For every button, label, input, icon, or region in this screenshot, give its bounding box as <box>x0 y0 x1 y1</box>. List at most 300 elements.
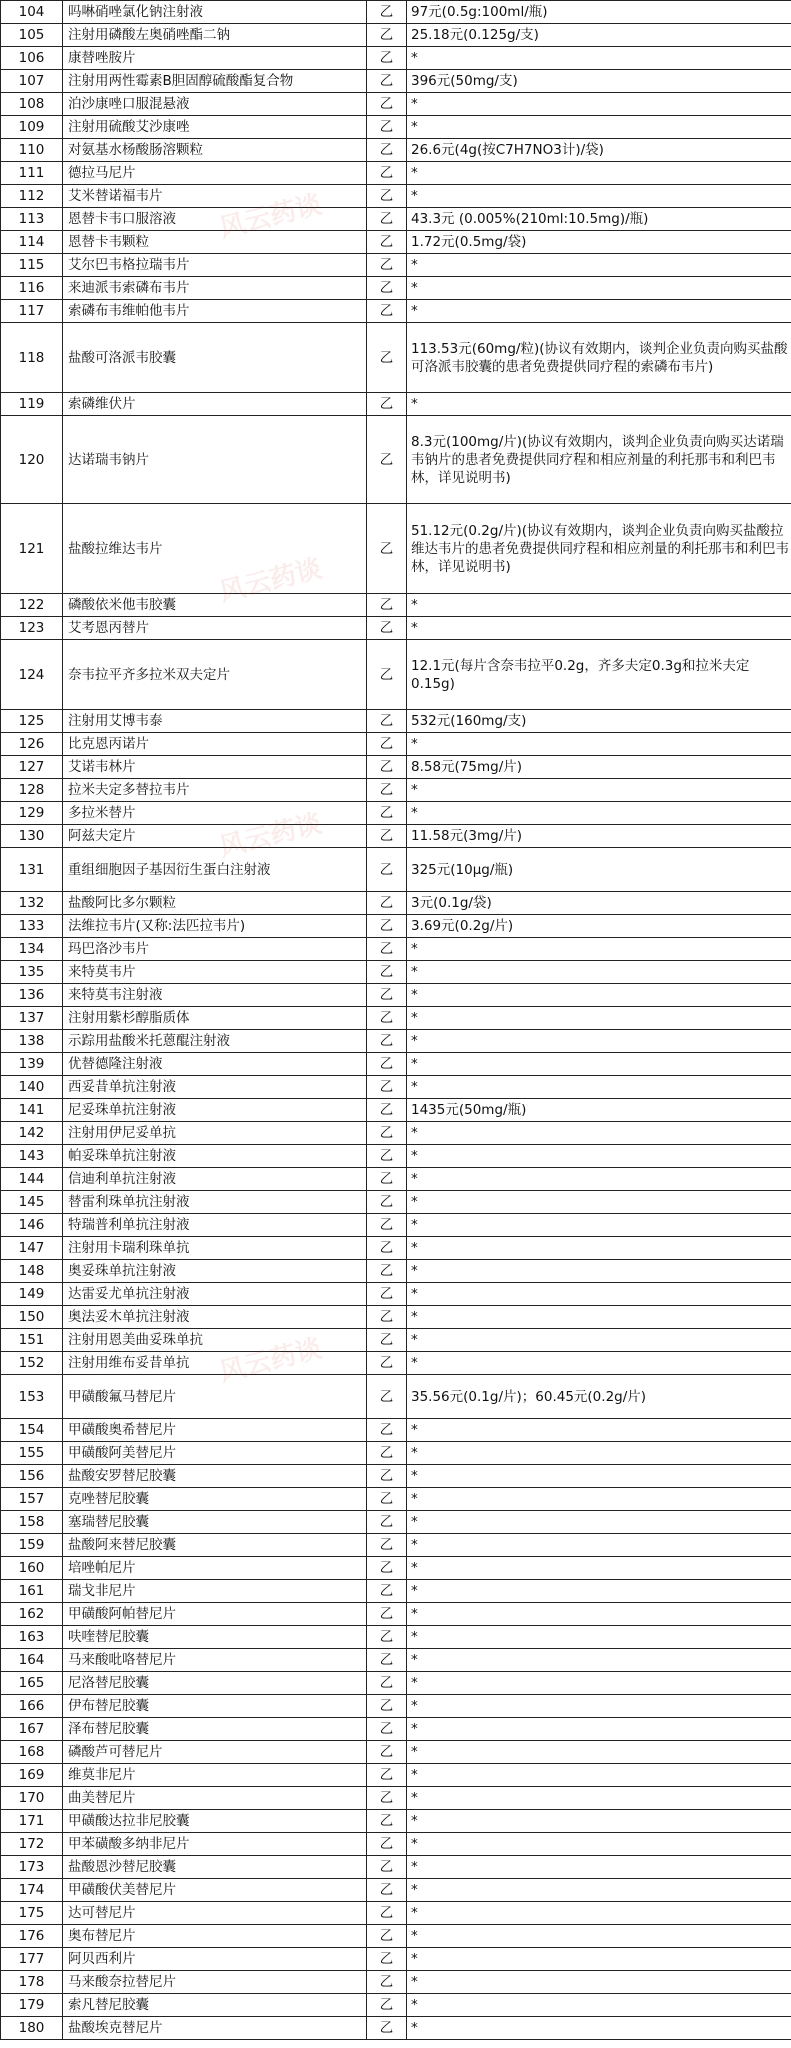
row-number: 124 <box>1 640 63 710</box>
insurance-class: 乙 <box>367 208 407 231</box>
insurance-class: 乙 <box>367 93 407 116</box>
insurance-class: 乙 <box>367 892 407 915</box>
drug-name: 泽布替尼胶囊 <box>63 1718 367 1741</box>
table-row <box>1 1879 791 1902</box>
payment-standard: * <box>407 779 791 802</box>
insurance-class: 乙 <box>367 185 407 208</box>
row-number: 177 <box>1 1948 63 1971</box>
payment-standard: 3元(0.1g/袋) <box>407 892 791 915</box>
drug-name: 甲磺酸伏美替尼片 <box>63 1879 367 1902</box>
payment-standard: 26.6元(4g(按C7H7NO3计)/袋) <box>407 139 791 162</box>
table-row <box>1 1007 791 1030</box>
payment-standard: * <box>407 733 791 756</box>
insurance-class: 乙 <box>367 1603 407 1626</box>
payment-standard: * <box>407 393 791 416</box>
drug-name: 对氨基水杨酸肠溶颗粒 <box>63 139 367 162</box>
row-number: 175 <box>1 1902 63 1925</box>
payment-standard: * <box>407 1718 791 1741</box>
insurance-class: 乙 <box>367 2017 407 2040</box>
insurance-class: 乙 <box>367 1 407 24</box>
insurance-class: 乙 <box>367 825 407 848</box>
drug-name: 磷酸芦可替尼片 <box>63 1741 367 1764</box>
payment-standard: * <box>407 1856 791 1879</box>
row-number: 116 <box>1 277 63 300</box>
drug-name: 甲磺酸阿帕替尼片 <box>63 1603 367 1626</box>
payment-standard: 325元(10μg/瓶) <box>407 848 791 892</box>
row-number: 128 <box>1 779 63 802</box>
table-row <box>1 70 791 93</box>
row-number: 109 <box>1 116 63 139</box>
insurance-class: 乙 <box>367 1306 407 1329</box>
payment-standard: 8.58元(75mg/片) <box>407 756 791 779</box>
table-row <box>1 139 791 162</box>
payment-standard: * <box>407 1557 791 1580</box>
row-number: 132 <box>1 892 63 915</box>
drug-name: 马来酸吡咯替尼片 <box>63 1649 367 1672</box>
watermark: 风云药谈 <box>216 808 325 864</box>
drug-name: 盐酸埃克替尼片 <box>63 2017 367 2040</box>
row-number: 172 <box>1 1833 63 1856</box>
table-row <box>1 1442 791 1465</box>
insurance-class: 乙 <box>367 756 407 779</box>
insurance-class: 乙 <box>367 24 407 47</box>
table-row <box>1 1833 791 1856</box>
row-number: 131 <box>1 848 63 892</box>
insurance-class: 乙 <box>367 1925 407 1948</box>
drug-name: 维莫非尼片 <box>63 1764 367 1787</box>
drug-name: 伊布替尼胶囊 <box>63 1695 367 1718</box>
insurance-class: 乙 <box>367 277 407 300</box>
payment-standard: * <box>407 1214 791 1237</box>
drug-name: 恩替卡韦口服溶液 <box>63 208 367 231</box>
payment-standard: * <box>407 617 791 640</box>
insurance-class: 乙 <box>367 1214 407 1237</box>
payment-standard: * <box>407 1603 791 1626</box>
payment-standard: * <box>407 1237 791 1260</box>
insurance-class: 乙 <box>367 984 407 1007</box>
drug-name: 注射用伊尼妥单抗 <box>63 1122 367 1145</box>
drug-name: 甲磺酸达拉非尼胶囊 <box>63 1810 367 1833</box>
payment-standard: * <box>407 1007 791 1030</box>
payment-standard: * <box>407 1145 791 1168</box>
drug-name: 呋喹替尼胶囊 <box>63 1626 367 1649</box>
drug-name: 泊沙康唑口服混悬液 <box>63 93 367 116</box>
payment-standard: * <box>407 1122 791 1145</box>
row-number: 130 <box>1 825 63 848</box>
payment-standard: * <box>407 1672 791 1695</box>
row-number: 169 <box>1 1764 63 1787</box>
payment-standard: * <box>407 1948 791 1971</box>
insurance-class: 乙 <box>367 1145 407 1168</box>
insurance-class: 乙 <box>367 1352 407 1375</box>
payment-standard: * <box>407 1260 791 1283</box>
insurance-class: 乙 <box>367 1168 407 1191</box>
insurance-class: 乙 <box>367 802 407 825</box>
payment-standard: * <box>407 1306 791 1329</box>
insurance-class: 乙 <box>367 1260 407 1283</box>
table-row <box>1 1122 791 1145</box>
drug-name: 马来酸奈拉替尼片 <box>63 1971 367 1994</box>
table-row <box>1 504 791 594</box>
drug-name: 甲苯磺酸多纳非尼片 <box>63 1833 367 1856</box>
table-row <box>1 1787 791 1810</box>
table-row <box>1 1053 791 1076</box>
payment-standard: 43.3元 (0.005%(210ml:10.5mg)/瓶) <box>407 208 791 231</box>
payment-standard: 11.58元(3mg/片) <box>407 825 791 848</box>
insurance-class: 乙 <box>367 1787 407 1810</box>
insurance-class: 乙 <box>367 617 407 640</box>
row-number: 122 <box>1 594 63 617</box>
drug-name: 重组细胞因子基因衍生蛋白注射液 <box>63 848 367 892</box>
watermark: 风云药谈 <box>216 553 325 609</box>
row-number: 105 <box>1 24 63 47</box>
table-row <box>1 1237 791 1260</box>
insurance-class: 乙 <box>367 1971 407 1994</box>
payment-standard: * <box>407 1810 791 1833</box>
payment-standard: * <box>407 1283 791 1306</box>
payment-standard: * <box>407 938 791 961</box>
drug-name: 帕妥珠单抗注射液 <box>63 1145 367 1168</box>
row-number: 180 <box>1 2017 63 2040</box>
payment-standard: * <box>407 1925 791 1948</box>
drug-name: 来特莫韦片 <box>63 961 367 984</box>
payment-standard: * <box>407 984 791 1007</box>
drug-name: 甲磺酸奥希替尼片 <box>63 1419 367 1442</box>
table-row <box>1 1419 791 1442</box>
drug-name: 示踪用盐酸米托蒽醌注射液 <box>63 1030 367 1053</box>
drug-name: 信迪利单抗注射液 <box>63 1168 367 1191</box>
table-row <box>1 208 791 231</box>
row-number: 155 <box>1 1442 63 1465</box>
table-row <box>1 1810 791 1833</box>
insurance-class: 乙 <box>367 1948 407 1971</box>
table-row <box>1 617 791 640</box>
payment-standard: * <box>407 1168 791 1191</box>
payment-standard: * <box>407 1902 791 1925</box>
row-number: 123 <box>1 617 63 640</box>
drug-name: 甲磺酸氟马替尼片 <box>63 1375 367 1419</box>
payment-standard: * <box>407 961 791 984</box>
table-row <box>1 938 791 961</box>
payment-standard: 1435元(50mg/瓶) <box>407 1099 791 1122</box>
table-row <box>1 1 791 24</box>
insurance-class: 乙 <box>367 733 407 756</box>
row-number: 107 <box>1 70 63 93</box>
row-number: 173 <box>1 1856 63 1879</box>
row-number: 139 <box>1 1053 63 1076</box>
row-number: 125 <box>1 710 63 733</box>
table-row <box>1 1260 791 1283</box>
insurance-class: 乙 <box>367 139 407 162</box>
table-row <box>1 1994 791 2017</box>
insurance-class: 乙 <box>367 1741 407 1764</box>
table-row <box>1 1902 791 1925</box>
insurance-class: 乙 <box>367 848 407 892</box>
row-number: 135 <box>1 961 63 984</box>
row-number: 142 <box>1 1122 63 1145</box>
insurance-class: 乙 <box>367 1879 407 1902</box>
row-number: 110 <box>1 139 63 162</box>
insurance-class: 乙 <box>367 1810 407 1833</box>
insurance-class: 乙 <box>367 1191 407 1214</box>
drug-name: 盐酸拉维达韦片 <box>63 504 367 594</box>
payment-standard: * <box>407 116 791 139</box>
table-row <box>1 93 791 116</box>
drug-name: 来迪派韦索磷布韦片 <box>63 277 367 300</box>
payment-standard: 97元(0.5g:100ml/瓶) <box>407 1 791 24</box>
insurance-class: 乙 <box>367 594 407 617</box>
insurance-class: 乙 <box>367 1718 407 1741</box>
row-number: 156 <box>1 1465 63 1488</box>
table-row <box>1 24 791 47</box>
drug-name: 奥布替尼片 <box>63 1925 367 1948</box>
row-number: 115 <box>1 254 63 277</box>
table-row <box>1 1214 791 1237</box>
table-row <box>1 1488 791 1511</box>
insurance-class: 乙 <box>367 47 407 70</box>
insurance-class: 乙 <box>367 1419 407 1442</box>
drug-name: 盐酸阿来替尼胶囊 <box>63 1534 367 1557</box>
payment-standard: * <box>407 1879 791 1902</box>
table-row <box>1 710 791 733</box>
row-number: 159 <box>1 1534 63 1557</box>
payment-standard: * <box>407 1465 791 1488</box>
table-row <box>1 1971 791 1994</box>
row-number: 137 <box>1 1007 63 1030</box>
table-row <box>1 116 791 139</box>
drug-name: 艾考恩丙替片 <box>63 617 367 640</box>
payment-standard: * <box>407 1580 791 1603</box>
drug-name: 艾尔巴韦格拉瑞韦片 <box>63 254 367 277</box>
table-row <box>1 1511 791 1534</box>
table-row <box>1 300 791 323</box>
drug-name: 磷酸依米他韦胶囊 <box>63 594 367 617</box>
payment-standard: * <box>407 300 791 323</box>
insurance-class: 乙 <box>367 1511 407 1534</box>
payment-standard: * <box>407 254 791 277</box>
table-row <box>1 1603 791 1626</box>
row-number: 170 <box>1 1787 63 1810</box>
payment-standard: * <box>407 1971 791 1994</box>
drug-name: 瑞戈非尼片 <box>63 1580 367 1603</box>
insurance-class: 乙 <box>367 961 407 984</box>
row-number: 161 <box>1 1580 63 1603</box>
drug-name: 克唑替尼胶囊 <box>63 1488 367 1511</box>
table-row <box>1 1099 791 1122</box>
row-number: 114 <box>1 231 63 254</box>
drug-name: 曲美替尼片 <box>63 1787 367 1810</box>
row-number: 176 <box>1 1925 63 1948</box>
table-row <box>1 1191 791 1214</box>
payment-standard: * <box>407 1534 791 1557</box>
table-row <box>1 323 791 393</box>
drug-name: 盐酸安罗替尼胶囊 <box>63 1465 367 1488</box>
drug-name: 奥法妥木单抗注射液 <box>63 1306 367 1329</box>
row-number: 120 <box>1 416 63 504</box>
drug-name: 拉米夫定多替拉韦片 <box>63 779 367 802</box>
row-number: 160 <box>1 1557 63 1580</box>
insurance-class: 乙 <box>367 1237 407 1260</box>
insurance-class: 乙 <box>367 162 407 185</box>
drug-name: 索磷维伏片 <box>63 393 367 416</box>
row-number: 174 <box>1 1879 63 1902</box>
payment-standard: * <box>407 1053 791 1076</box>
row-number: 145 <box>1 1191 63 1214</box>
table-row <box>1 915 791 938</box>
table-row <box>1 231 791 254</box>
insurance-class: 乙 <box>367 1534 407 1557</box>
payment-standard: 25.18元(0.125g/支) <box>407 24 791 47</box>
drug-name: 注射用磷酸左奥硝唑酯二钠 <box>63 24 367 47</box>
table-row <box>1 779 791 802</box>
row-number: 138 <box>1 1030 63 1053</box>
payment-standard: * <box>407 162 791 185</box>
payment-standard: * <box>407 594 791 617</box>
row-number: 148 <box>1 1260 63 1283</box>
insurance-class: 乙 <box>367 1695 407 1718</box>
table-row <box>1 802 791 825</box>
drug-name: 达诺瑞韦钠片 <box>63 416 367 504</box>
insurance-class: 乙 <box>367 254 407 277</box>
table-row <box>1 1580 791 1603</box>
table-row <box>1 1718 791 1741</box>
table-row <box>1 1145 791 1168</box>
drug-name: 注射用紫杉醇脂质体 <box>63 1007 367 1030</box>
payment-standard: 3.69元(0.2g/片) <box>407 915 791 938</box>
drug-name: 艾米替诺福韦片 <box>63 185 367 208</box>
watermark: 风云药谈 <box>216 1333 325 1389</box>
drug-table-body <box>1 1 791 2040</box>
row-number: 143 <box>1 1145 63 1168</box>
row-number: 150 <box>1 1306 63 1329</box>
insurance-class: 乙 <box>367 1122 407 1145</box>
table-row <box>1 825 791 848</box>
row-number: 167 <box>1 1718 63 1741</box>
insurance-class: 乙 <box>367 640 407 710</box>
table-row <box>1 1741 791 1764</box>
payment-standard: * <box>407 1030 791 1053</box>
table-row <box>1 892 791 915</box>
drug-name: 达雷妥尤单抗注射液 <box>63 1283 367 1306</box>
payment-standard: * <box>407 1329 791 1352</box>
insurance-class: 乙 <box>367 1994 407 2017</box>
table-row <box>1 756 791 779</box>
insurance-class: 乙 <box>367 1329 407 1352</box>
row-number: 166 <box>1 1695 63 1718</box>
payment-standard: * <box>407 1626 791 1649</box>
drug-name: 奥妥珠单抗注射液 <box>63 1260 367 1283</box>
table-row <box>1 1672 791 1695</box>
row-number: 136 <box>1 984 63 1007</box>
table-row <box>1 984 791 1007</box>
table-row <box>1 1649 791 1672</box>
table-row <box>1 1557 791 1580</box>
insurance-class: 乙 <box>367 1672 407 1695</box>
table-row <box>1 1534 791 1557</box>
drug-name: 达可替尼片 <box>63 1902 367 1925</box>
payment-standard: * <box>407 93 791 116</box>
row-number: 157 <box>1 1488 63 1511</box>
table-row <box>1 47 791 70</box>
insurance-class: 乙 <box>367 779 407 802</box>
insurance-class: 乙 <box>367 1442 407 1465</box>
table-row <box>1 1695 791 1718</box>
table-row <box>1 1626 791 1649</box>
row-number: 144 <box>1 1168 63 1191</box>
row-number: 111 <box>1 162 63 185</box>
table-row <box>1 1283 791 1306</box>
row-number: 140 <box>1 1076 63 1099</box>
payment-standard: 532元(160mg/支) <box>407 710 791 733</box>
payment-standard: * <box>407 1442 791 1465</box>
table-row <box>1 2017 791 2040</box>
insurance-class: 乙 <box>367 938 407 961</box>
row-number: 151 <box>1 1329 63 1352</box>
insurance-class: 乙 <box>367 1007 407 1030</box>
payment-standard: * <box>407 1764 791 1787</box>
row-number: 133 <box>1 915 63 938</box>
payment-standard: * <box>407 1511 791 1534</box>
payment-standard: * <box>407 802 791 825</box>
table-row <box>1 185 791 208</box>
payment-standard: * <box>407 1994 791 2017</box>
row-number: 104 <box>1 1 63 24</box>
insurance-class: 乙 <box>367 1283 407 1306</box>
row-number: 127 <box>1 756 63 779</box>
drug-name: 注射用硫酸艾沙康唑 <box>63 116 367 139</box>
payment-standard: 35.56元(0.1g/片)；60.45元(0.2g/片) <box>407 1375 791 1419</box>
insurance-class: 乙 <box>367 70 407 93</box>
row-number: 178 <box>1 1971 63 1994</box>
table-row <box>1 733 791 756</box>
payment-standard: * <box>407 1695 791 1718</box>
insurance-class: 乙 <box>367 504 407 594</box>
insurance-class: 乙 <box>367 710 407 733</box>
payment-standard: * <box>407 1833 791 1856</box>
table-row <box>1 1352 791 1375</box>
insurance-class: 乙 <box>367 1649 407 1672</box>
table-row <box>1 1465 791 1488</box>
table-row <box>1 640 791 710</box>
row-number: 158 <box>1 1511 63 1534</box>
row-number: 154 <box>1 1419 63 1442</box>
insurance-class: 乙 <box>367 915 407 938</box>
payment-standard: 51.12元(0.2g/片)(协议有效期内，谈判企业负责向购买盐酸拉维达韦片的患者免费提供同疗程和相应剂量的利托那韦和利巴韦林，详见说明书) <box>407 504 791 594</box>
drug-name: 塞瑞替尼胶囊 <box>63 1511 367 1534</box>
insurance-class: 乙 <box>367 1375 407 1419</box>
payment-standard: 396元(50mg/支) <box>407 70 791 93</box>
drug-name: 特瑞普利单抗注射液 <box>63 1214 367 1237</box>
row-number: 149 <box>1 1283 63 1306</box>
table-row <box>1 254 791 277</box>
table-row <box>1 1764 791 1787</box>
row-number: 134 <box>1 938 63 961</box>
drug-name: 注射用卡瑞利珠单抗 <box>63 1237 367 1260</box>
row-number: 106 <box>1 47 63 70</box>
table-row <box>1 416 791 504</box>
insurance-class: 乙 <box>367 116 407 139</box>
payment-standard: * <box>407 1191 791 1214</box>
row-number: 168 <box>1 1741 63 1764</box>
table-row <box>1 1856 791 1879</box>
drug-name: 尼妥珠单抗注射液 <box>63 1099 367 1122</box>
payment-standard: 8.3元(100mg/片)(协议有效期内，谈判企业负责向购买达诺瑞韦钠片的患者免费提供同疗程和相应剂量的利托那韦和利巴韦林，详见说明书) <box>407 416 791 504</box>
row-number: 146 <box>1 1214 63 1237</box>
table-row <box>1 594 791 617</box>
insurance-class: 乙 <box>367 1465 407 1488</box>
payment-standard: 113.53元(60mg/粒)(协议有效期内，谈判企业负责向购买盐酸可洛派韦胶囊的患者免费提供同疗程的索磷布韦片) <box>407 323 791 393</box>
row-number: 126 <box>1 733 63 756</box>
